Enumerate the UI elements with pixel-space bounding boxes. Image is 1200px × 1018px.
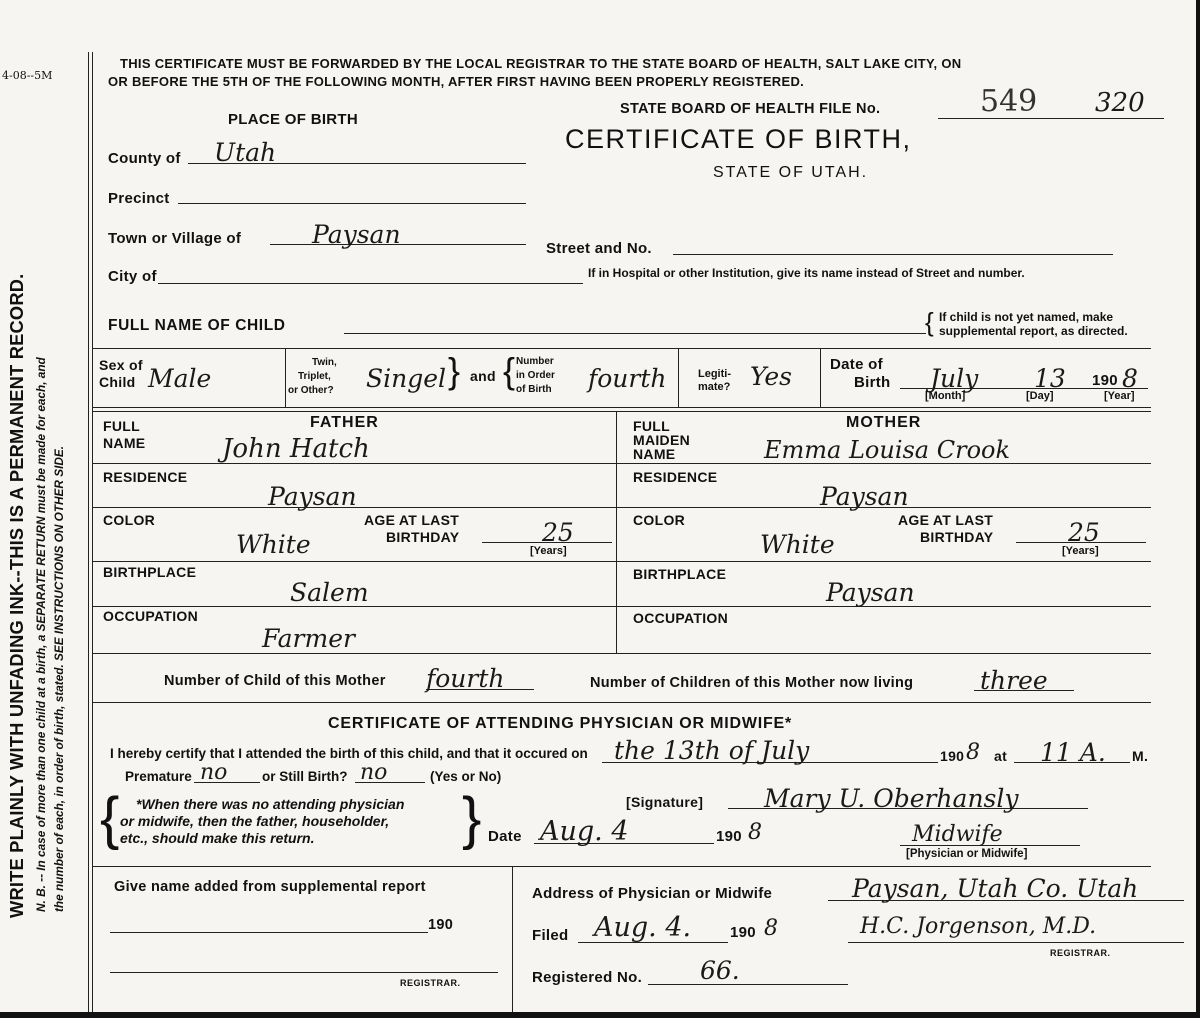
registrar-signature: H.C. Jorgenson, M.D. [860, 914, 1097, 939]
living-children-label: Number of Children of this Mother now living [590, 675, 914, 691]
physician-year-handwritten: 8 [966, 740, 980, 765]
brace-icon: { [100, 786, 120, 851]
year-label: [Year] [1104, 390, 1135, 402]
order-label-2: in Order [516, 370, 555, 381]
not-named-note-1: If child is not yet named, make [939, 310, 1114, 324]
mother-age: 25 [1068, 518, 1100, 547]
father-occupation-label: OCCUPATION [103, 608, 199, 624]
address-label: Address of Physician or Midwife [532, 885, 773, 902]
child-name-label: FULL NAME OF CHILD [108, 317, 286, 334]
instruction-line-2: OR BEFORE THE 5TH OF THE FOLLOWING MONTH, AFTER FIRST HAVING BEEN PROPERLY REGISTERED. [108, 74, 805, 89]
twin-label-3: or Other? [288, 385, 334, 396]
mother-heading: MOTHER [846, 414, 922, 431]
mother-color: White [760, 530, 835, 559]
mother-name-label-1: FULL [633, 418, 670, 434]
father-birthplace: Salem [290, 578, 369, 607]
stillbirth-label: or Still Birth? [262, 769, 348, 784]
left-margin-rule-2 [92, 52, 93, 1012]
twin-label-1: Twin, [312, 357, 337, 368]
dob-label-2: Birth [854, 374, 891, 391]
file-number-label: STATE BOARD OF HEALTH FILE No. [620, 101, 881, 117]
file-number-handwritten: 320 [1095, 88, 1145, 118]
birth-time: 11 A. [1040, 738, 1106, 767]
filed-year-handwritten: 8 [764, 916, 778, 941]
physician-year-printed: 190 [940, 748, 965, 764]
father-color: White [236, 530, 311, 559]
side-note-nb2: the number of each, in order of birth, stated. SEE INSTRUCTIONS ON OTHER SIDE. [52, 445, 66, 912]
registrar-label-1: REGISTRAR. [400, 978, 461, 988]
at-label: at [994, 748, 1008, 764]
side-note-main: WRITE PLAINLY WITH UNFADING INK--THIS IS A PERMANENT RECORD. [6, 273, 27, 918]
mother-color-label: COLOR [633, 512, 686, 528]
yes-no-label: (Yes or No) [430, 769, 502, 784]
m-label: M. [1132, 748, 1149, 764]
precinct-label: Precinct [108, 190, 170, 207]
father-heading: FATHER [310, 414, 379, 431]
physician-date: Aug. 4 [540, 816, 629, 847]
child-number: fourth [426, 664, 505, 693]
father-age-label-2: BIRTHDAY [386, 529, 460, 545]
supplemental-year: 190 [428, 917, 454, 933]
county-label: County of [108, 150, 181, 167]
mother-residence-label: RESIDENCE [633, 469, 718, 485]
registrar-label-2: REGISTRAR. [1050, 948, 1111, 958]
physician-heading: CERTIFICATE OF ATTENDING PHYSICIAN OR MIDWIFE* [328, 715, 793, 732]
physician-birth-date: the 13th of July [614, 736, 810, 765]
twin-value: Singel [366, 364, 447, 393]
father-age-label-1: AGE AT LAST [364, 512, 460, 528]
physician-signature: Mary U. Oberhansly [764, 784, 1019, 813]
month-label: [Month] [925, 390, 966, 402]
father-residence-label: RESIDENCE [103, 469, 188, 485]
city-label: City of [108, 268, 157, 285]
date-year-printed: 190 [716, 828, 742, 845]
twin-label-2: Triplet, [298, 371, 331, 382]
sex-label-1: Sex of [99, 357, 143, 373]
mother-occupation-label: OCCUPATION [633, 610, 729, 626]
registered-number-label: Registered No. [532, 969, 643, 986]
father-occupation: Farmer [262, 624, 355, 653]
order-value: fourth [588, 364, 667, 393]
left-margin-rule [88, 52, 89, 1012]
father-age: 25 [542, 518, 574, 547]
father-color-label: COLOR [103, 512, 156, 528]
mother-birthplace: Paysan [826, 578, 915, 607]
dob-label-1: Date of [830, 356, 883, 373]
certificate-title: CERTIFICATE OF BIRTH, [565, 124, 912, 154]
street-label: Street and No. [546, 240, 652, 257]
child-number-label: Number of Child of this Mother [164, 673, 386, 689]
father-years-label: [Years] [530, 545, 567, 557]
filed-date: Aug. 4. [594, 912, 692, 943]
signature-label: [Signature] [626, 794, 704, 810]
legitimate-value: Yes [750, 362, 792, 391]
mother-years-label: [Years] [1062, 545, 1099, 557]
brace-icon: { [503, 350, 516, 391]
father-name-label-1: FULL [103, 418, 140, 434]
brace-icon: } [462, 786, 482, 851]
father-birthplace-label: BIRTHPLACE [103, 564, 197, 580]
filed-year-printed: 190 [730, 924, 756, 941]
premature-label: Premature [125, 769, 192, 784]
and-label: and [470, 368, 496, 384]
physician-title-label: [Physician or Midwife] [906, 848, 1028, 860]
dob-day: 13 [1034, 364, 1066, 393]
mother-name: Emma Louisa Crook [764, 436, 1011, 464]
mother-name-label-3: NAME [633, 446, 676, 462]
mother-age-label-2: BIRTHDAY [920, 529, 994, 545]
dob-month: July [930, 364, 979, 393]
physician-title: Midwife [912, 822, 1003, 847]
footnote-1: *When there was no attending physician [136, 796, 405, 812]
certificate-subtitle: STATE OF UTAH. [713, 164, 869, 181]
registered-number: 66. [700, 956, 740, 985]
county-value: Utah [214, 138, 277, 167]
order-label-1: Number [516, 356, 554, 367]
file-number: 549 [980, 84, 1038, 119]
mother-residence: Paysan [820, 482, 909, 511]
brace-icon: { [925, 307, 934, 337]
supplemental-label: Give name added from supplemental report [114, 879, 426, 895]
place-of-birth-heading: PLACE OF BIRTH [228, 111, 359, 128]
hospital-note: If in Hospital or other Institution, give its name instead of Street and number. [588, 266, 1025, 280]
footnote-2: or midwife, then the father, householder, [120, 813, 390, 829]
brace-icon: } [448, 350, 461, 391]
day-label: [Day] [1026, 390, 1054, 402]
instruction-line-1: THIS CERTIFICATE MUST BE FORWARDED BY THE LOCAL REGISTRAR TO THE STATE BOARD OF HEALTH, SALT LAKE CITY, ON [120, 56, 962, 71]
order-label-3: of Birth [516, 384, 552, 395]
legit-label-2: mate? [698, 381, 731, 393]
mother-age-label-1: AGE AT LAST [898, 512, 994, 528]
father-name-label-2: NAME [103, 435, 146, 451]
physician-address: Paysan, Utah Co. Utah [852, 874, 1139, 903]
legit-label-1: Legiti- [698, 368, 731, 380]
certify-text: I hereby certify that I attended the birth of this child, and that it occured on [110, 746, 588, 761]
date-label: Date [488, 828, 522, 845]
father-residence: Paysan [268, 482, 357, 511]
town-value: Paysan [312, 220, 401, 249]
town-label: Town or Village of [108, 230, 242, 247]
form-code: 4-08--5M [2, 69, 53, 82]
living-children: three [980, 666, 1048, 695]
mother-birthplace-label: BIRTHPLACE [633, 566, 727, 582]
sex-label-2: Child [99, 374, 136, 390]
mother-name-label-2: MAIDEN [633, 432, 691, 448]
sex-value: Male [148, 364, 212, 393]
father-name: John Hatch [222, 434, 370, 464]
not-named-note-2: supplemental report, as directed. [939, 324, 1128, 338]
premature-value: no [200, 760, 228, 785]
dob-year-handwritten: 8 [1122, 364, 1138, 393]
footnote-3: etc., should make this return. [120, 830, 315, 846]
stillbirth-value: no [360, 760, 388, 785]
dob-year-printed: 190 [1092, 372, 1118, 389]
filed-label: Filed [532, 927, 569, 944]
date-year-handwritten: 8 [748, 820, 762, 845]
side-note-nb1: N. B. -- In case of more than one child at a birth, a SEPARATE RETURN must be made for each, and [34, 357, 48, 912]
